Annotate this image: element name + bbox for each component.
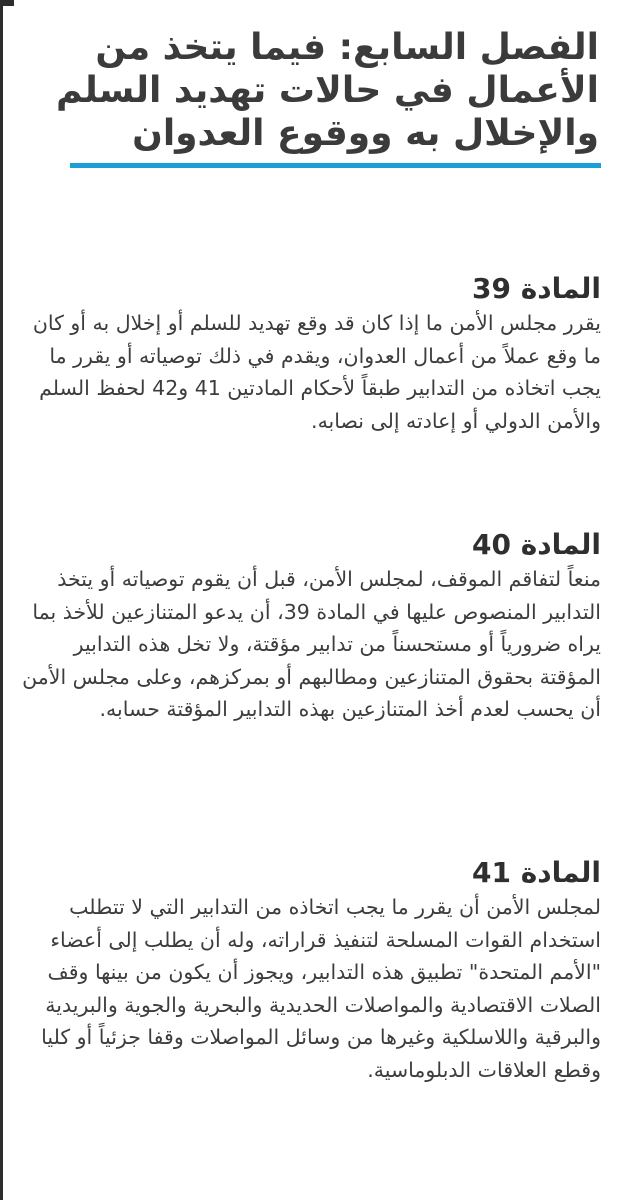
article-41 xyxy=(14,855,601,1087)
article-39 xyxy=(14,271,601,437)
chapter-title: الفصل السابع: فيما يتخذ من الأعمال في حالات تهديد السلم والإخلال به ووقوع العدوان xyxy=(55,27,599,154)
article-body: لمجلس الأمن أن يقرر ما يجب اتخاذه من التدابير التي لا تتطلب استخدام القوات المسلحة لتنفيذ قراراته، وله أن يطلب إلى أعضاء "الأمم المتحدة" تطبيق هذه التدابير، ويجوز أن يكون من بينها وقف الصلات الاقتصادية والمواصلات الحديدية والبحرية والجوية والبريدية والبرقية واللاسلكية وغيرها من وسائل المواصلات وقفا جزئياً أو كليا وقطع العلاقات الدبلوماسية. xyxy=(41,895,601,1082)
chapter-title-underline xyxy=(70,163,601,168)
page-edge-divider xyxy=(0,0,3,1200)
article-heading: المادة 41 xyxy=(471,856,601,889)
page-edge-mark xyxy=(0,0,14,6)
article-heading: المادة 39 xyxy=(471,272,601,305)
article-body: منعاً لتفاقم الموقف، لمجلس الأمن، قبل أن يقوم توصياته أو يتخذ التدابير المنصوص عليها في المادة 39، أن يدعو المتنازعين للأخذ بما يراه ضرورياً أو مستحسناً من تدابير مؤقتة، ولا تخل هذه التدابير المؤقتة بحقوق المتنازعين ومطالبهم أو بمركزهم، وعلى مجلس الأمن أن يحسب لعدم أخذ المتنازعين بهذه التدابير المؤقتة حسابه. xyxy=(22,567,601,722)
article-40 xyxy=(14,527,601,726)
article-body: يقرر مجلس الأمن ما إذا كان قد وقع تهديد للسلم أو إخلال به أو كان ما وقع عملاً من أعمال العدوان، ويقدم في ذلك توصياته أو يقرر ما يجب اتخاذه من التدابير طبقاً لأحكام المادتين 41 و42 لحفظ السلم والأمن الدولي أو إعادته إلى نصابه. xyxy=(32,311,601,433)
article-heading: المادة 40 xyxy=(471,528,601,561)
document-page xyxy=(14,0,601,1082)
